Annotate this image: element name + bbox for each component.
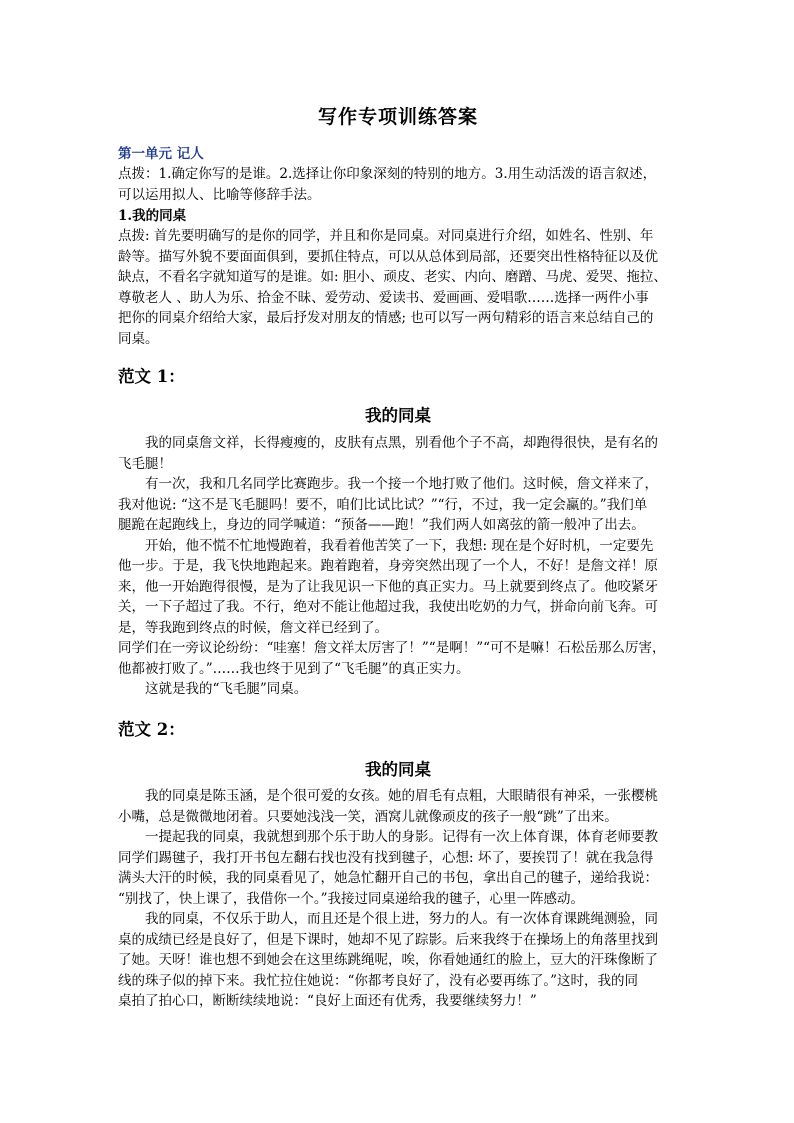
- essay-line: 桌的成绩已经是良好了，但是下课时，她却不见了踪影。后来我终于在操场上的角落里找到: [118, 931, 658, 948]
- section-tip-line: 点拨: 首先要明确写的是你的同学，并且和你是同桌。对同桌进行介绍，如姓名、性别、年: [118, 228, 654, 244]
- essay-line: 他一步。于是，我飞快地跑起来。跑着跑着，身旁突然出现了一个人，不好！是詹文祥！原: [118, 558, 658, 574]
- essay-line: 关，一下子超过了我。不行，绝对不能让他超过我，我使出吃奶的力气，拼命向前飞奔。可: [118, 599, 658, 615]
- essay-line: 了她。天呀！谁也想不到她会在这里练跳绳呢，唉，你看她通红的脸上，豆大的汗珠像断了: [118, 952, 658, 968]
- essay-line: 我的同桌，不仅乐于助人，而且还是个很上进，努力的人。有一次体育课跳绳测验，同: [145, 911, 658, 927]
- essay-line: 这就是我的“飞毛腿”同桌。: [145, 681, 308, 697]
- document-title: 写作专项训练答案: [317, 106, 478, 128]
- section-tip-line: 把你的同桌介绍给大家，最后抒发对朋友的情感; 也可以写一两句精彩的语言来总结自己的: [118, 310, 654, 326]
- essay-line: 一提起我的同桌，我就想到那个乐于助人的身影。记得有一次上体育课，体育老师要教: [145, 829, 658, 845]
- section-tip-line: 同桌。: [118, 330, 159, 347]
- sample2-label: 范文 2：: [118, 720, 185, 739]
- unit-block: [118, 144, 678, 205]
- sample1-title: 我的同桌: [365, 406, 431, 425]
- essay-line: 同学们踢毽子，我打开书包左翻右找也没有找到毽子，心想: 坏了，要挨罚了！就在我急得: [118, 849, 654, 866]
- section-tip-line: 龄等。描写外貌不要面面俱到，要抓住特点，可以从总体到局部，还要突出性格特征以及优: [118, 248, 658, 265]
- sample1-label: 范文 1：: [118, 367, 185, 386]
- essay-line: 我对他说: “这不是飞毛腿吗！要不，咱们比试比试？”“行，不过，我一定会赢的。”我们单: [118, 496, 648, 513]
- essay-line: 线的珠子似的掉下来。我忙拉住她说：“你都考良好了，没有必要再练了。”这时，我的同: [118, 972, 639, 989]
- unit-tip-line: 可以运用拟人、比喻等修辞手法。: [118, 186, 321, 203]
- essay-line: 我的同桌詹文祥，长得瘦瘦的，皮肤有点黑，别看他个子不高，却跑得很快，是有名的: [145, 435, 658, 451]
- essay-line: 有一次，我和几名同学比赛跑步。我一个接一个地打败了他们。这时候，詹文祥来了，: [145, 476, 658, 492]
- essay-line: 桌拍了拍心口，断断续续地说：“良好上面还有优秀，我要继续努力！”: [118, 993, 537, 1009]
- essay-line: 小嘴，总是微微地闭着。只要她浅浅一笑，酒窝儿就像顽皮的孩子一般“跳”了出来。: [118, 808, 618, 825]
- sample2-body: [118, 786, 678, 1012]
- unit-tip-line: 点拨：1.确定你写的是谁。2.选择让你印象深刻的特别的地方。3.用生动活泼的语言叙述，: [118, 166, 657, 182]
- section-heading: 1.我的同桌: [118, 208, 187, 224]
- essay-line: 他都被打败了。”……我也终于见到了“飞毛腿”的真正实力。: [118, 660, 470, 677]
- section-block: [118, 206, 678, 349]
- unit-heading: 第一单元 记人: [118, 146, 204, 162]
- essay-line: 是，等我跑到终点的时候，詹文祥已经到了。: [118, 619, 388, 636]
- essay-line: 同学们在一旁议论纷纷：“哇塞！詹文祥太厉害了！”“是啊！”“可不是嘛！石松岳那么厉害，: [118, 640, 666, 656]
- essay-line: 来，他一开始跑得很慢，是为了让我见识一下他的真正实力。马上就要到终点了。他咬紧牙: [118, 578, 658, 595]
- section-tip-line: 尊敬老人 、助人为乐、拾金不昧、爱劳动、爱读书、爱画画、爱唱歌……选择一两件小事: [118, 289, 649, 306]
- essay-line: 飞毛腿！: [118, 455, 172, 472]
- essay-line: 我的同桌是陈玉涵，是个很可爱的女孩。她的眉毛有点粗，大眼睛很有神采，一张樱桃: [145, 788, 658, 804]
- essay-line: “别找了，快上课了，我借你一个。”我接过同桌递给我的毽子，心里一阵感动。: [118, 890, 585, 907]
- essay-line: 开始，他不慌不忙地慢跑着，我看着他苦笑了一下，我想: 现在是个好时机，一定要先: [145, 537, 654, 554]
- essay-line: 满头大汗的时候，我的同桌看见了，她急忙翻开自己的书包，拿出自己的毽子，递给我说：: [118, 870, 658, 886]
- essay-line: 腿跪在起跑线上，身边的同学喊道：“预备——跑！”我们两人如离弦的箭一般冲了出去。: [118, 517, 645, 533]
- section-tip-line: 缺点，不看名字就知道写的是谁。如: 胆小、顽皮、老实、内向、磨蹭、马虎、爱哭、拖拉、: [118, 269, 667, 285]
- sample2-title: 我的同桌: [365, 760, 431, 779]
- sample1-body: [118, 433, 678, 700]
